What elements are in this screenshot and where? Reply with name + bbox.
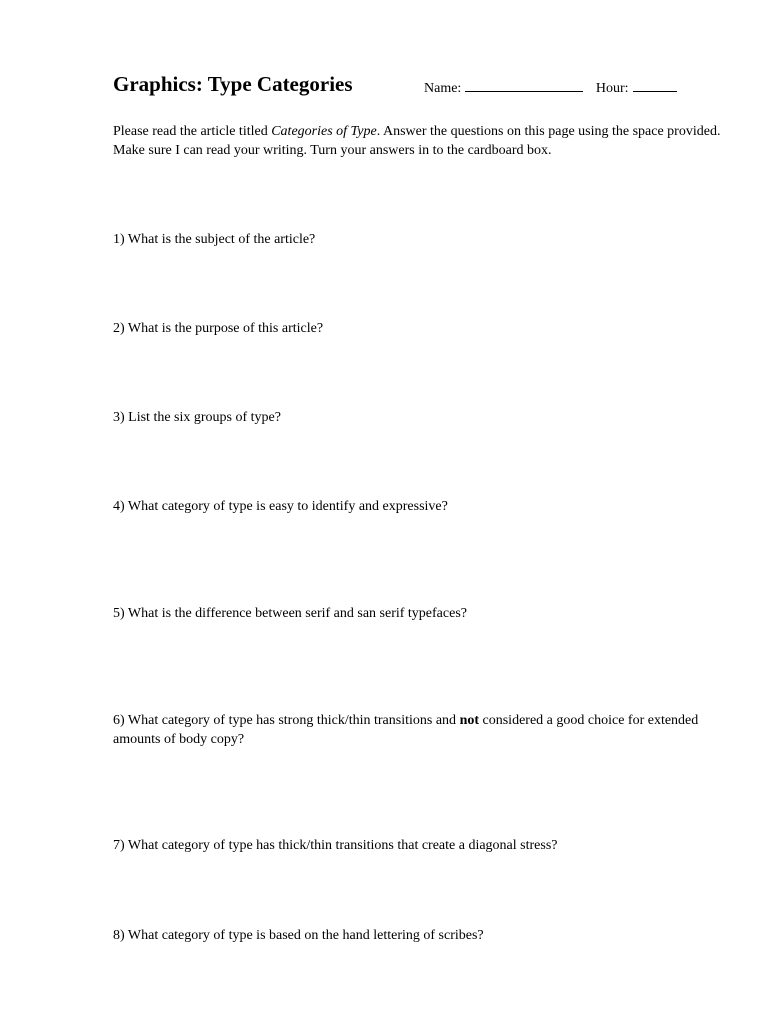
question-2: 2) What is the purpose of this article? (113, 321, 324, 336)
article-title: Categories of Type (271, 124, 377, 139)
name-label: Name: (424, 81, 462, 96)
question-5: 5) What is the difference between serif and san serif typefaces? (113, 606, 467, 621)
page-title: Graphics: Type Categories (113, 72, 353, 96)
question-3: 3) List the six groups of type? (113, 410, 281, 425)
question-6-text-end: considered a good choice for extended amounts of body copy? (113, 713, 699, 747)
question-6-emphasis: not (459, 713, 480, 728)
question-8: 8) What category of type is based on the hand lettering of scribes? (113, 928, 484, 943)
question-6-text-start: 6) What category of type has strong thick/thin transitions and (113, 713, 460, 728)
name-blank-line (465, 77, 583, 92)
instructions-paragraph (113, 122, 733, 160)
question-4: 4) What category of type is easy to identify and expressive? (113, 499, 448, 514)
name-hour-fields (424, 77, 677, 98)
instructions-text-start: Please read the article titled (113, 124, 272, 139)
hour-blank-line (633, 77, 677, 92)
question-6 (113, 711, 733, 749)
instructions-text-end: . Answer the questions on this page using the space provided. Make sure I can read your writing. Turn your answers in to the cardboard box. (113, 124, 721, 158)
question-1: 1) What is the subject of the article? (113, 232, 316, 247)
hour-label: Hour: (595, 81, 629, 96)
question-7: 7) What category of type has thick/thin transitions that create a diagonal stress? (113, 838, 558, 853)
